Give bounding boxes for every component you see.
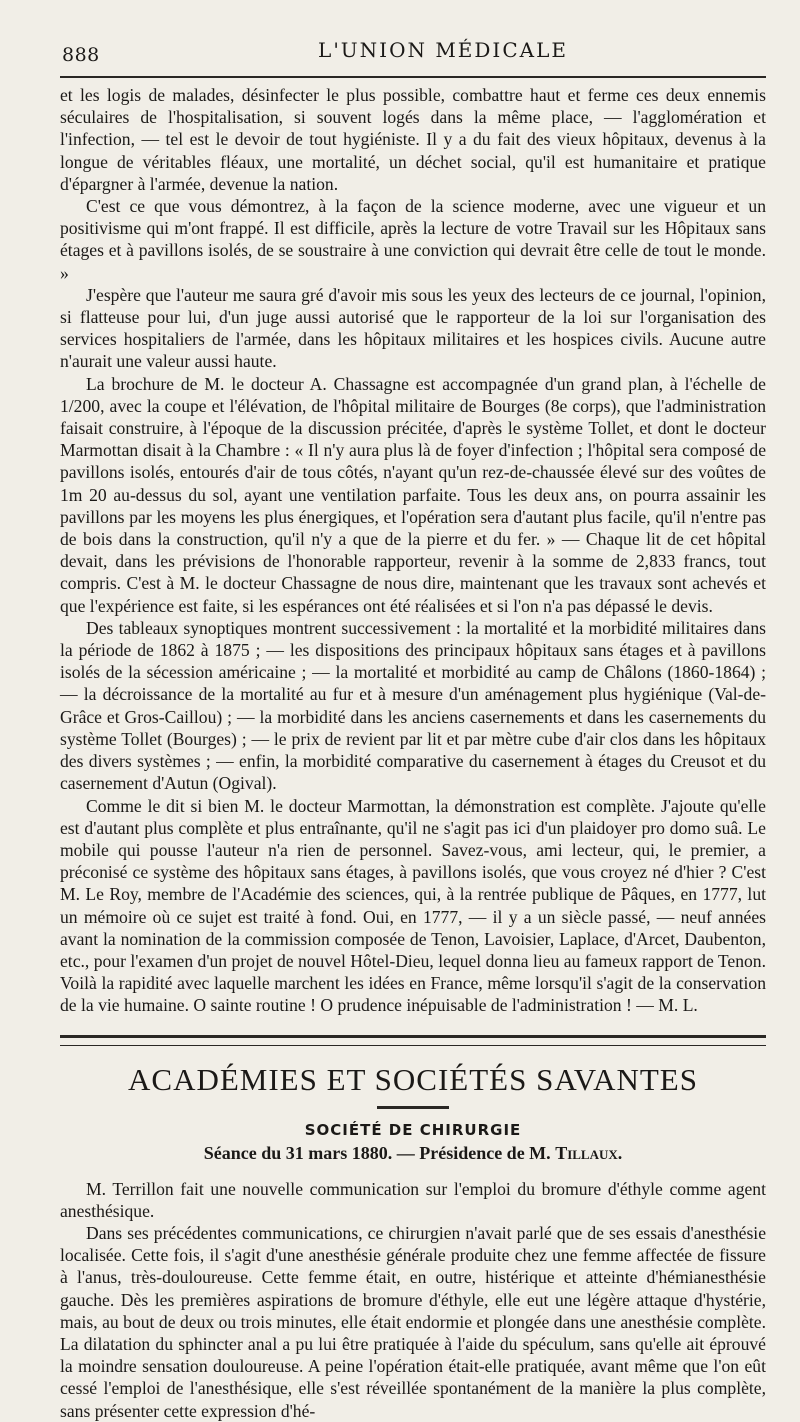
page-number: 888 (62, 44, 100, 66)
paragraph: M. Terrillon fait une nouvelle communication sur l'emploi du bromure d'éthyle comme agent anesthésique. (60, 1178, 766, 1221)
session-line (60, 1143, 766, 1164)
paragraph: Dans ses précédentes communications, ce chirurgien n'avait parlé que de ses essais d'anesthésie localisée. Cette fois, il s'agit d'une anesthésie générale produite chez une femme affectée de fissure à l'anus, très-douloureuse. Cette femme était, en outre, histérique et atteinte d'hémianesthésie gauche. Dès les premières aspirations de bromure d'éthyle, elle eut une légère attaque d'hystérie, mais, au bout de deux ou trois minutes, elle était endormie et plongée dans une anesthésie complète. La dilatation du sphincter anal a pu lui être pratiquée à l'aide du spéculum, sans qu'elle ait éprouvé la moindre sensation douloureuse. A peine l'opération était-elle pratiquée, avant même que l'on eût cessé l'emploi de l'anesthésique, elle s'est réveillée spontanément de la manière la plus complète, sans présenter cette expression d'hé- (60, 1222, 766, 1421)
section-title: ACADÉMIES ET SOCIÉTÉS SAVANTES (128, 1061, 698, 1097)
paragraph: Comme le dit si bien M. le docteur Marmottan, la démonstration est complète. J'ajoute qu'elle est d'autant plus complète et plus entraînante, qu'il ne s'agit pas ici d'un plaidoyer pro domo suâ. Le mobile qui pousse l'auteur n'a rien de personnel. Savez-vous, ami lecteur, qui, le premier, a préconisé ce système des hôpitaux sans étages, à pavillons isolés, que vous croyez né d'hier ? C'est M. Le Roy, membre de l'Académie des sciences, qui, à la rentrée publique de Pâques, en 1777, lut un mémoire où ce sujet est traité à fond. Oui, en 1777, — il y a un siècle passé, — neuf années avant la nomination de la commission composée de Tenon, Lavoisier, Laplace, d'Arcet, Daubenton, etc., pour l'examen d'un projet de nouvel Hôtel-Dieu, lequel donna lieu au fameux rapport de Tenon. Voilà la rapidité avec laquelle marchent les idées en France, même lorsqu'il s'agit de la conservation de la vie humaine. O sainte routine ! O prudence inépuisable de l'administration ! — M. L. (60, 795, 766, 1016)
title-underline (377, 1106, 449, 1109)
section-divider (60, 1035, 766, 1046)
session-president: Tillaux. (555, 1142, 623, 1163)
paragraph: et les logis de malades, désinfecter le plus possible, combattre haut et ferme ces deux ennemis séculaires de l'hospitalisation, si souvent logés dans la même place, — l'agglomération et l'infection, — tel est le devoir de tout hygiéniste. Il y a du fait des vieux hôpitaux, devenus à la longue de véritables fléaux, une mortalité, un déchet social, qu'il est humanitaire et pratique d'épargner à l'armée, devenue la nation. (60, 85, 766, 194)
paragraph: La brochure de M. le docteur A. Chassagne est accompagnée d'un grand plan, à l'échelle de 1/200, avec la coupe et l'élévation, de l'hôpital militaire de Bourges (8e corps), que l'administration faisait construire, à l'époque de la discussion précitée, d'après le système Tollet, et dont le docteur Marmottan disait à la Chambre : « Il n'y aura plus là de foyer d'infection ; l'hôpital sera composé de pavillons isolés, entourés d'air de tous côtés, n'ayant qu'un rez-de-chaussée élevé sur des voûtes de 1m 20 au-dessus du sol, ayant une ventilation parfaite. Tous les deux ans, on pourra assainir les pavillons par les moyens les plus énergiques, et l'opération sera d'autant plus facile, qu'il n'entre pas de bois dans la construction, qu'il n'y a que de la pierre et du fer. » — Chaque lit de cet hôpital devait, dans les prévisions de l'honorable rapporteur, revenir à la somme de 2,833 francs, tout compris. C'est à M. le docteur Chassagne de nous dire, maintenant que les travaux sont achevés et que l'expérience est faite, si les espérances ont été réalisées et si l'on n'a pas dépassé le devis. (60, 373, 766, 616)
paragraph: Des tableaux synoptiques montrent successivement : la mortalité et la morbidité militaires dans la période de 1862 à 1875 ; — les dispositions des principaux hôpitaux sans étages et à pavillons isolés de la sécession américaine ; — la mortalité et morbidité au camp de Châlons (1860-1864) ; — la décroissance de la mortalité au fur et à mesure d'un aménagement plus hygiénique (Val-de-Grâce et Gros-Caillou) ; — la morbidité dans les anciens casernements et dans les casernements du système Tollet (Bourges) ; — le prix de revient par lit et par mètre cube d'air clos dans les hôpitaux des divers systèmes ; — enfin, la morbidité comparative du casernement à étages du Creusot et du casernement d'Autun (Ogival). (60, 617, 766, 794)
header-rule (60, 76, 766, 78)
session-date: Séance du 31 mars 1880. — Présidence de M. (203, 1142, 556, 1163)
society-heading: SOCIÉTÉ DE CHIRURGIE (304, 1120, 522, 1139)
page-header (60, 0, 766, 64)
journal-title: L'UNION MÉDICALE (318, 38, 568, 62)
article-body (60, 84, 766, 1017)
section-body (60, 1178, 766, 1422)
paragraph: C'est ce que vous démontrez, à la façon de la science moderne, avec une vigueur et un positivisme qui m'ont frappé. Il est difficile, après la lecture de votre Travail sur les Hôpitaux sans étages et à pavillons isolés, de se soustraire à une conviction qui devrait être celle de tout le monde. » (60, 196, 766, 283)
paragraph: J'espère que l'auteur me saura gré d'avoir mis sous les yeux des lecteurs de ce journal, l'opinion, si flatteuse pour lui, d'un juge aussi autorisé que le rapporteur de la loi sur l'organisation des services hospitaliers de l'armée, dans les hôpitaux militaires et les hospices civils. Aucune autre n'aurait une valeur aussi haute. (60, 284, 766, 372)
